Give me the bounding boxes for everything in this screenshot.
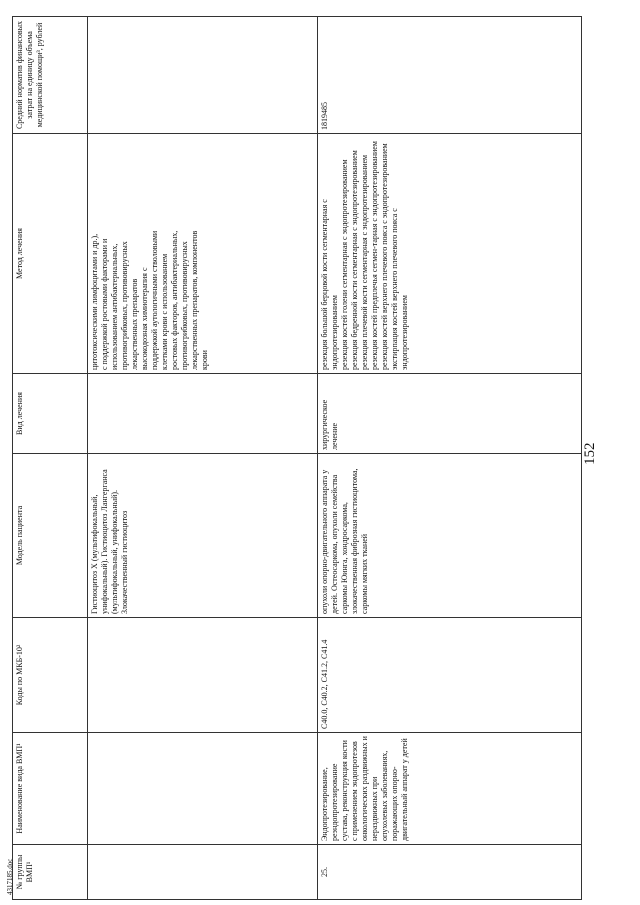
method-line: клетками крови с использованием: [160, 253, 169, 370]
method-line: лекарственных препаратов, компонентов: [190, 230, 199, 370]
method-item: резекция плечевой кости сегментарная с эндопротезированием: [360, 154, 369, 370]
page-number: 152: [582, 442, 598, 465]
table-header-row: [13, 17, 88, 900]
cell-vmp-name: Эндопротезирование, реэндопротезирование сустава, реконструкция кости с применением эндопротезов онкологических раздвижных и нераздвижных при опухолевых заболеваниях, поражающих опорно-двигательный аппарат у детей: [318, 733, 582, 845]
method-line: крови: [200, 350, 209, 370]
method-item: резекция большой берцовой кости сегментарная с эндопротезированием: [320, 199, 339, 370]
header-vmp-name: Наименование вида ВМП¹: [13, 733, 88, 845]
cell-patient-model: опухоли опорно-двигательного аппарата у детей. Остеосаркома, опухоли семейства саркомы Юинга, хондросаркома, злокачественная фиброзная гистиоцитома, саркомы мягких тканей: [318, 454, 582, 618]
method-line: ростовых факторов, антибактериальных,: [170, 230, 179, 370]
method-line: поддержкой аутологичными стволовыми: [150, 230, 159, 370]
header-treatment-type: Вид лечения: [13, 374, 88, 454]
method-line: цитотоксическими лимфоцитами и др.),: [90, 233, 99, 370]
method-line: противогрибковых, противовирусных: [180, 241, 189, 370]
table-row-25: [318, 17, 582, 900]
cell-icd-codes: С40.0, С40.2, С41.2, С41.4: [318, 618, 582, 733]
cell-avg-cost: 1819485: [318, 17, 582, 134]
header-icd-codes: Коды по МКБ-10²: [13, 618, 88, 733]
table-row-continued: [88, 17, 318, 900]
method-line: с поддержкой ростовыми факторами и: [100, 238, 109, 370]
header-treatment-method: Метод лечения: [13, 134, 88, 374]
method-item: резекция костей голени сегментарная с эндопротезированием: [340, 159, 349, 370]
method-line: использованием антибактериальных,: [110, 243, 119, 370]
method-item: экстирпация костей верхнего плечевого пояса с эндопротезированием: [390, 208, 409, 370]
header-group-no: № группы ВМП¹: [13, 845, 88, 900]
method-item: резекция костей предплечья сегмен-тарная с эндопротезированием: [370, 141, 379, 370]
cell-group-number: 25.: [318, 845, 582, 900]
file-name: 4317185.doc: [6, 858, 14, 895]
method-item: резекция бедренной кости сегментарная с эндопротезированием: [350, 150, 359, 370]
method-line: высокодозная химиотерапия с: [140, 267, 149, 370]
cell-treatment-method: [88, 134, 318, 374]
header-avg-cost: Средний норматив финансовых затрат на единицу объема медицинской помощи³, рублей: [13, 17, 88, 134]
cell-treatment-method: [318, 134, 582, 374]
cell-treatment-type: хирургическое лечение: [318, 374, 582, 454]
header-patient-model: Модель пациента: [13, 454, 88, 618]
cell-patient-model: Гистиоцитоз Х (мультифокальный, унифокальный). Гистиоцитоз Лангерганса (мультифокальный, унифокальный). Злокачественный гистиоцитоз: [88, 454, 318, 618]
vmp-table: [12, 16, 582, 900]
method-line: противогрибковых, противовирусных: [120, 241, 129, 370]
method-line: лекарственных препаратов: [130, 278, 139, 370]
method-item: резекция костей верхнего плечевого пояса с эндопротезированием: [380, 143, 389, 370]
